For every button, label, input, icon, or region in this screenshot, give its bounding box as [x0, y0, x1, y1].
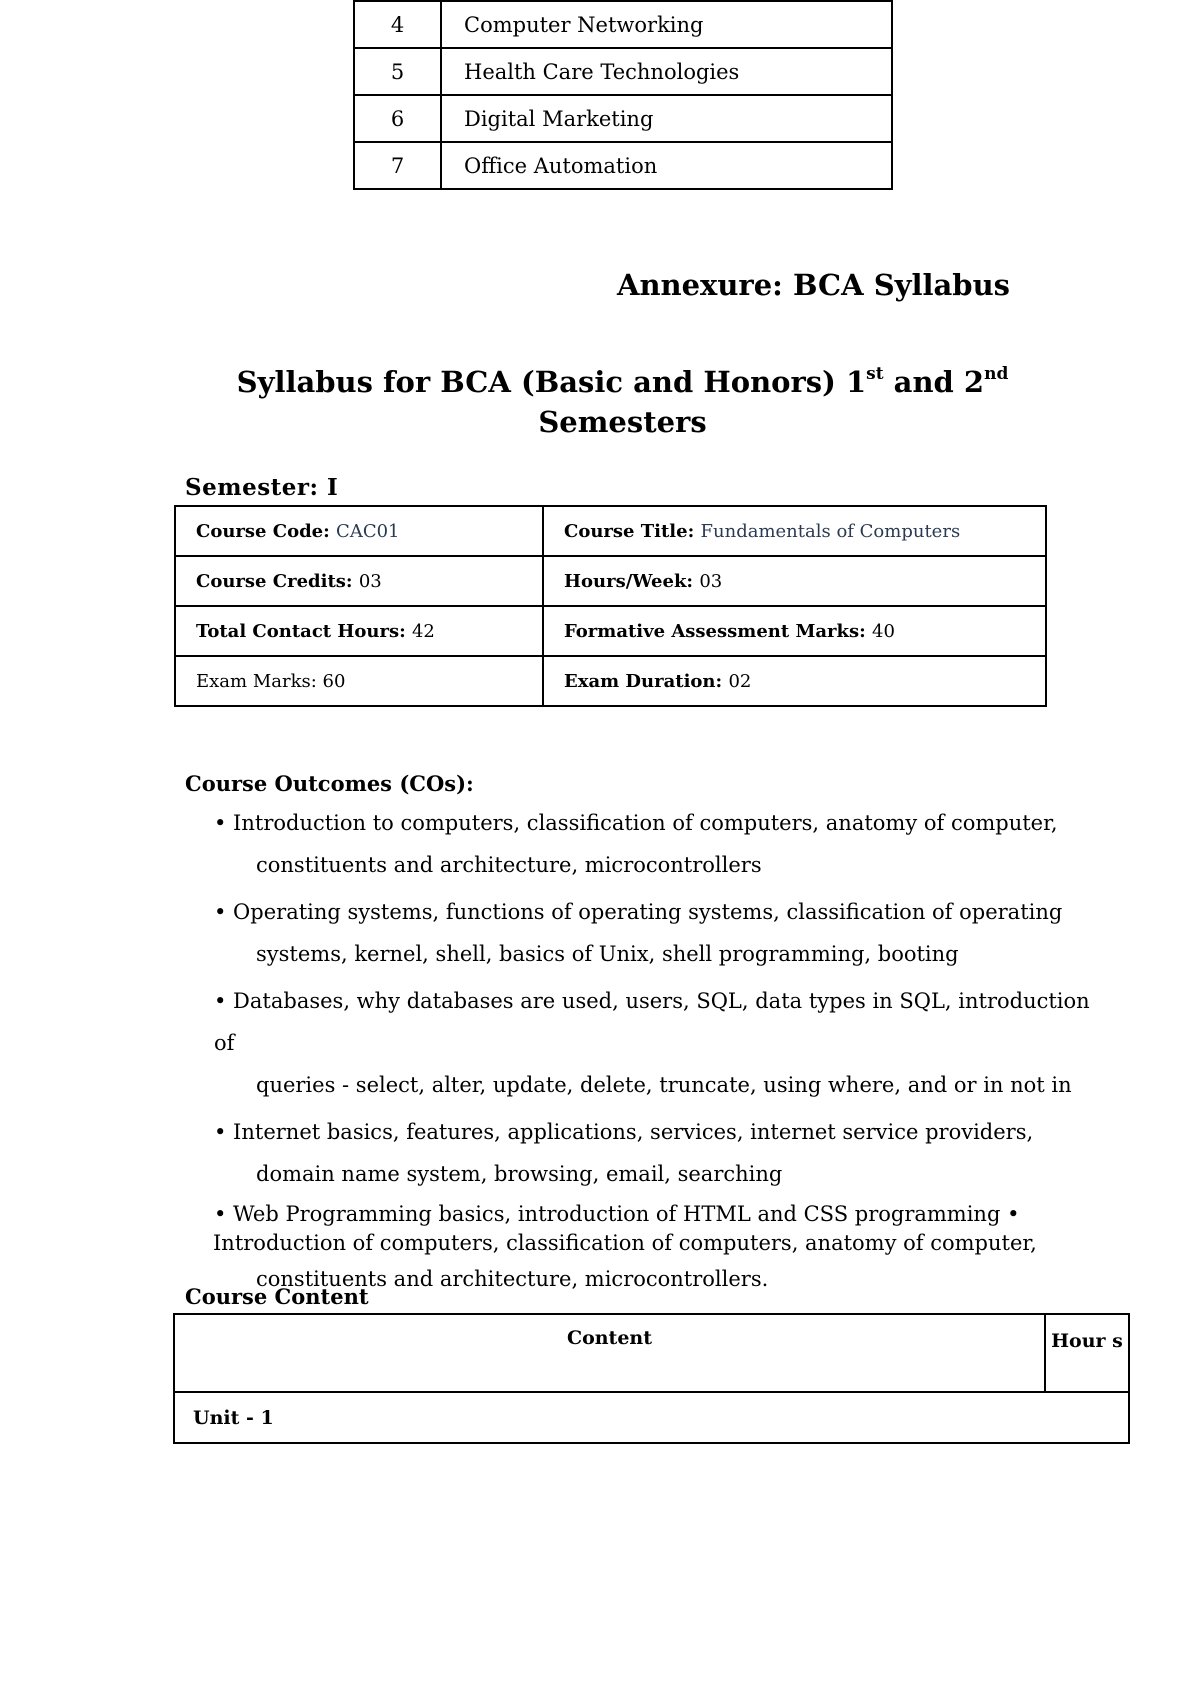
hours-column-header: Hour s: [1045, 1314, 1129, 1392]
program-number: 6: [354, 95, 441, 142]
syllabus-title-part1: Syllabus for BCA (Basic and Honors) 1: [236, 365, 867, 399]
formative-marks-label: Formative Assessment Marks:: [564, 620, 873, 642]
program-number: 4: [354, 1, 441, 48]
exam-marks-value: 60: [322, 670, 346, 692]
outcome-cont: constituents and architecture, microcontrollers: [256, 853, 762, 877]
outcomes-list: [214, 802, 1094, 1305]
outcome-lead: • Internet basics, features, applications, services, internet service providers,: [214, 1120, 1034, 1144]
outcome-cont: domain name system, browsing, email, searching: [256, 1162, 783, 1186]
course-credits-value: 03: [358, 570, 382, 592]
outcome-lead: • Databases, why databases are used, users, SQL, data types in SQL, introduction of: [214, 989, 1090, 1055]
program-name: Digital Marketing: [441, 95, 892, 142]
course-title-cell: [543, 506, 1046, 556]
table-row: [354, 48, 892, 95]
outcome-lead: • Operating systems, functions of operating systems, classification of operating: [214, 900, 1063, 924]
hours-week-cell: [543, 556, 1046, 606]
annexure-title: Annexure: BCA Syllabus: [616, 268, 1010, 302]
syllabus-title-sup2: nd: [984, 364, 1009, 384]
exam-duration-label: Exam Duration:: [564, 670, 729, 692]
content-column-header: Content: [174, 1314, 1045, 1392]
contact-hours-cell: [175, 606, 543, 656]
content-heading: Course Content: [185, 1284, 369, 1309]
course-code-cell: [175, 506, 543, 556]
list-item: [214, 980, 1094, 1106]
programs-table: [353, 0, 893, 190]
course-code-value: CAC01: [336, 520, 400, 542]
syllabus-title: [0, 362, 1200, 442]
semester-label: Semester: I: [185, 474, 339, 501]
program-number: 5: [354, 48, 441, 95]
hours-week-value: 03: [699, 570, 723, 592]
course-credits-label: Course Credits:: [196, 570, 359, 592]
table-row: [174, 1392, 1129, 1443]
program-number: 7: [354, 142, 441, 189]
outcome-lead2: Introduction of computers, classification of computers, anatomy of computer,: [213, 1231, 1037, 1255]
list-item: [214, 802, 1094, 886]
exam-duration-cell: [543, 656, 1046, 706]
outcome-cont: systems, kernel, shell, basics of Unix, shell programming, booting: [256, 942, 959, 966]
program-name: Health Care Technologies: [441, 48, 892, 95]
course-title-label: Course Title:: [564, 520, 701, 542]
list-item: [214, 1111, 1094, 1195]
syllabus-title-line2: Semesters: [538, 405, 707, 439]
table-row: [354, 1, 892, 48]
exam-duration-value: 02: [728, 670, 752, 692]
table-row: [175, 556, 1046, 606]
syllabus-title-sup1: st: [866, 364, 884, 384]
exam-marks-cell: [175, 656, 543, 706]
table-row: [354, 142, 892, 189]
table-row: [175, 656, 1046, 706]
contact-hours-label: Total Contact Hours:: [196, 620, 412, 642]
list-item: [214, 891, 1094, 975]
table-row: [175, 606, 1046, 656]
program-name: Office Automation: [441, 142, 892, 189]
table-row: [354, 95, 892, 142]
outcome-lead: • Introduction to computers, classification of computers, anatomy of computer,: [214, 811, 1058, 835]
course-content-table: [173, 1313, 1130, 1444]
course-title-value: Fundamentals of Computers: [700, 520, 961, 542]
course-info-table: [174, 505, 1047, 707]
outcomes-heading: Course Outcomes (COs):: [185, 771, 474, 796]
syllabus-title-part2: and 2: [883, 365, 985, 399]
hours-week-label: Hours/Week:: [564, 570, 700, 592]
exam-marks-label: Exam Marks:: [196, 670, 323, 692]
table-header-row: [174, 1314, 1129, 1392]
outcome-cont: constituents and architecture, microcontrollers.: [256, 1267, 769, 1291]
formative-marks-cell: [543, 606, 1046, 656]
contact-hours-value: 42: [411, 620, 435, 642]
program-name: Computer Networking: [441, 1, 892, 48]
course-credits-cell: [175, 556, 543, 606]
course-code-label: Course Code:: [196, 520, 337, 542]
table-row: [175, 506, 1046, 556]
unit-cell: Unit - 1: [174, 1392, 1129, 1443]
outcome-lead: • Web Programming basics, introduction of HTML and CSS programming •: [214, 1202, 1020, 1226]
outcome-cont: queries - select, alter, update, delete, truncate, using where, and or in not in: [256, 1073, 1072, 1097]
formative-marks-value: 40: [872, 620, 895, 642]
